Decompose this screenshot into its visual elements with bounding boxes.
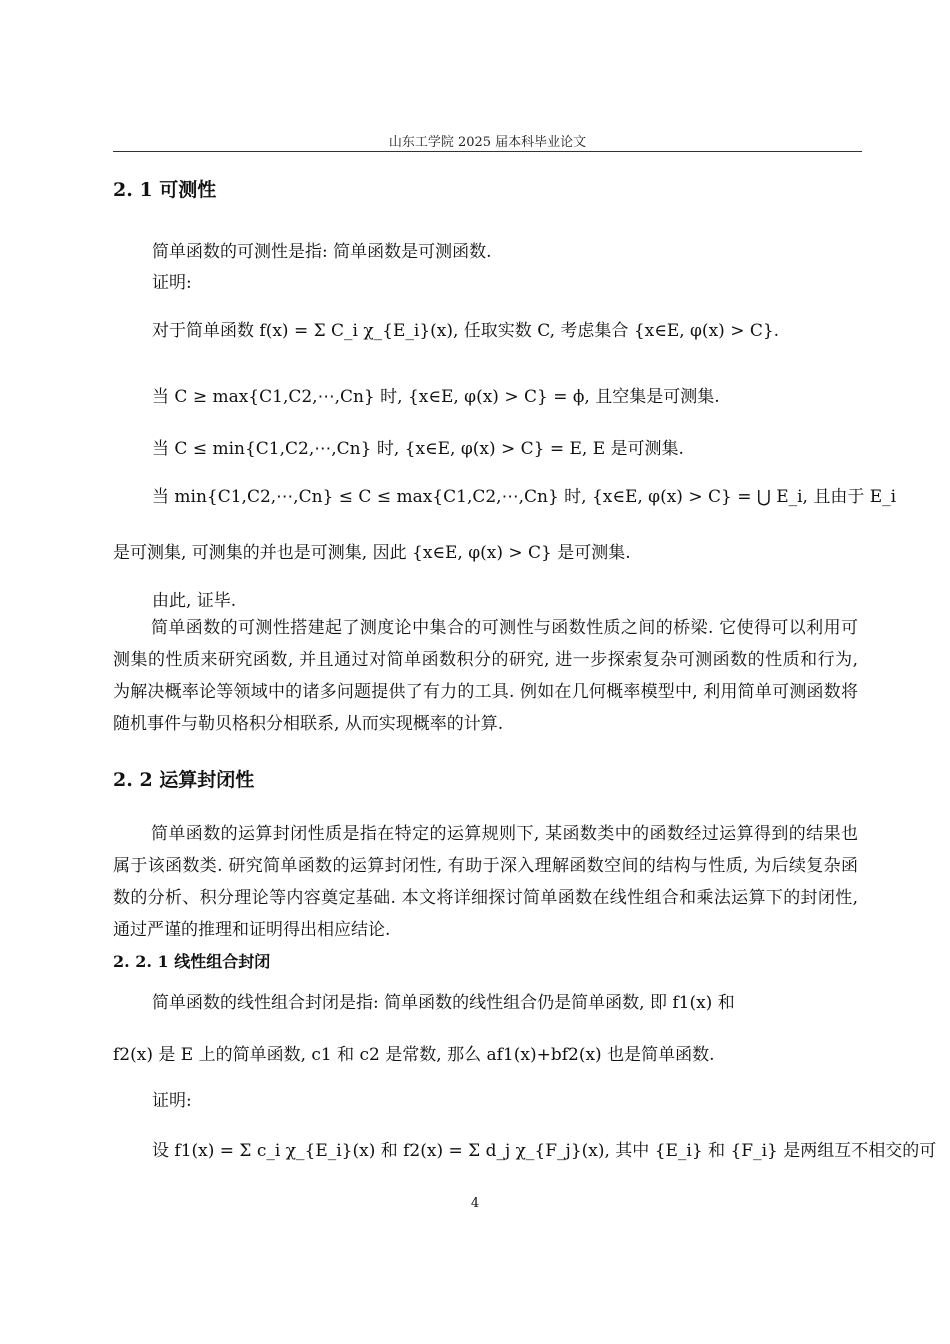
running-header: 山东工学院 2025 届本科毕业论文 bbox=[388, 135, 587, 150]
qed-line: 由此, 证毕. bbox=[152, 591, 237, 611]
linear-closure-line-3: 设 f1(x) = Σ c_i χ_{E_i}(x) 和 f2(x) = Σ d_j χ_{F_j}(x), 其中 {E_i} 和 {F_i} 是两组互不相交的可 bbox=[152, 1141, 937, 1161]
proof-label-2: 证明: bbox=[152, 1091, 192, 1111]
case-between-continuation: 是可测集, 可测集的并也是可测集, 因此 {x∈E, φ(x) > C} 是可测集. bbox=[113, 543, 631, 563]
case-max-line: 当 C ≥ max{C1,C2,⋯,Cn} 时, {x∈E, φ(x) > C} = ϕ, 且空集是可测集. bbox=[152, 387, 720, 407]
proof-label: 证明: bbox=[152, 273, 192, 293]
section-heading-2-1: 2. 1 可测性 bbox=[113, 179, 217, 201]
closure-paragraph: 简单函数的运算封闭性质是指在特定的运算规则下, 某函数类中的函数经过运算得到的结果也属于该函数类. 研究简单函数的运算封闭性, 有助于深入理解函数空间的结构与性质, 为后续复杂函数的分析、积分理论等内容奠定基础. 本文将详细探讨简单函数在线性组合和乘法运算下的封闭性, 通过严谨的推理和证明得出相应结论. bbox=[113, 824, 858, 940]
page-number: 4 bbox=[470, 1196, 480, 1211]
simple-function-definition-line bbox=[152, 316, 779, 341]
measurability-paragraph: 简单函数的可测性搭建起了测度论中集合的可测性与函数性质之间的桥梁. 它使得可以利用可测集的性质来研究函数, 并且通过对简单函数积分的研究, 进一步探索复杂可测函数的性质和行为, 为解决概率论等领域中的诸多问题提供了有力的工具. 例如在几何概率模型中, 利用简单可测函数将随机事件与勒贝格积分相联系, 从而实现概率的计算. bbox=[113, 618, 858, 734]
header-rule bbox=[113, 151, 862, 152]
linear-closure-line-2: f2(x) 是 E 上的简单函数, c1 和 c2 是常数, 那么 af1(x)+bf2(x) 也是简单函数. bbox=[113, 1045, 715, 1065]
case-between-line: 当 min{C1,C2,⋯,Cn} ≤ C ≤ max{C1,C2,⋯,Cn} 时, {x∈E, φ(x) > C} = ⋃ E_i, 且由于 E_i bbox=[152, 487, 897, 507]
section-heading-2-2: 2. 2 运算封闭性 bbox=[113, 769, 255, 791]
case-min-line: 当 C ≤ min{C1,C2,⋯,Cn} 时, {x∈E, φ(x) > C} = E, E 是可测集. bbox=[152, 439, 684, 459]
measurability-intro: 简单函数的可测性是指: 简单函数是可测函数. bbox=[152, 242, 492, 262]
section-heading-2-2-1: 2. 2. 1 线性组合封闭 bbox=[113, 952, 271, 971]
formula-text: 对于简单函数 f(x) = Σ C_i χ_{E_i}(x), 任取实数 C, 考虑集合 {x∈E, φ(x) > C}. bbox=[152, 321, 780, 341]
linear-closure-line-1: 简单函数的线性组合封闭是指: 简单函数的线性组合仍是简单函数, 即 f1(x) 和 bbox=[152, 993, 735, 1013]
